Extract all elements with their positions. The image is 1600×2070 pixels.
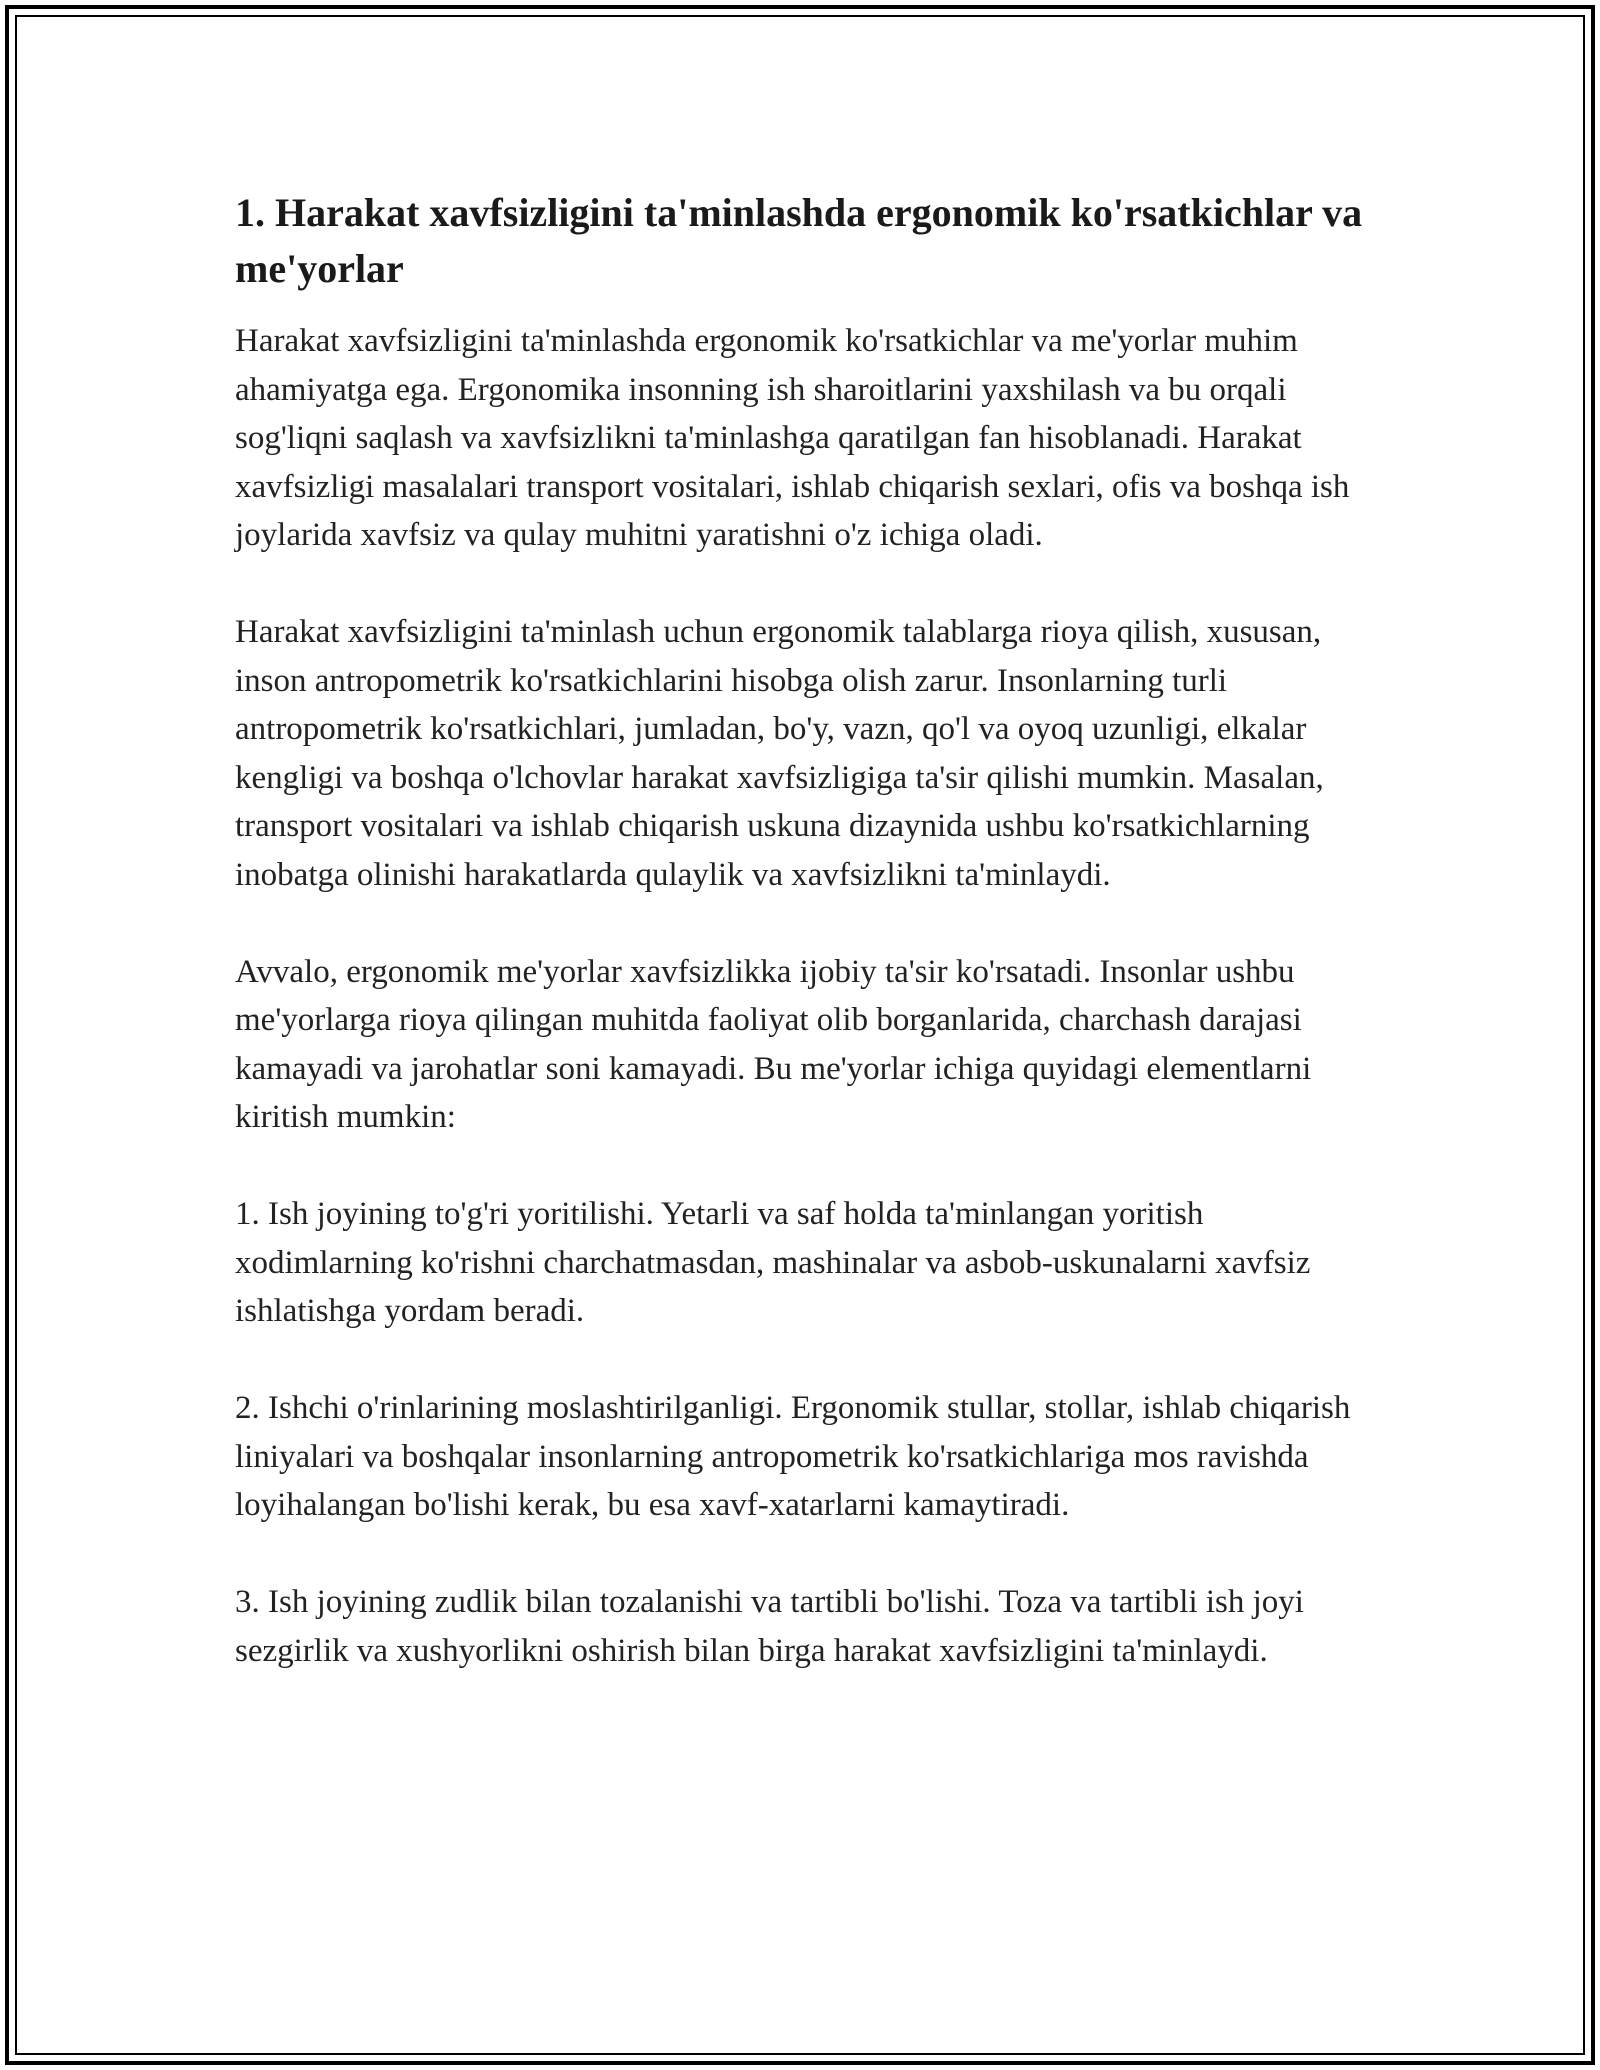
document-body — [235, 185, 1365, 1724]
section-heading: 1. Harakat xavfsizligini ta'minlashda ergonomik ko'rsatkichlar va me'yorlar — [235, 190, 1363, 291]
list-item-cleanliness: 3. Ish joyining zudlik bilan tozalanishi va tartibli bo'lishi. Toza va tartibli ish joyi sezgirlik va xushyorlikni oshirish bilan birga harakat xavfsizligini ta'minlaydi. — [235, 1584, 1304, 1669]
list-item-workstations: 2. Ishchi o'rinlarining moslashtirilganligi. Ergonomik stullar, stollar, ishlab chiqarish liniyalari va boshqalar insonlarning antropometrik ko'rsatkichlariga mos ravishda loyihalangan bo'lishi kerak, bu esa xavf-xatarlarni kamaytiradi. — [235, 1390, 1351, 1523]
paragraph-intro: Harakat xavfsizligini ta'minlashda ergonomik ko'rsatkichlar va me'yorlar muhim ahamiyatga ega. Ergonomika insonning ish sharoitlarini yaxshilash va bu orqali sog'liqni saqlash va xavfsizlikni ta'minlashga qaratilgan fan hisoblanadi. Harakat xavfsizligi masalalari transport vositalari, ishlab chiqarish sexlari, ofis va boshqa ish joylarida xavfsiz va qulay muhitni yaratishni o'z ichiga oladi. — [235, 323, 1350, 553]
paragraph-norms: Avvalo, ergonomik me'yorlar xavfsizlikka ijobiy ta'sir ko'rsatadi. Insonlar ushbu me'yorlarga rioya qilingan muhitda faoliyat olib borganlarida, charchash darajasi kamayadi va jarohatlar soni kamayadi. Bu me'yorlar ichiga quyidagi elementlarni kiritish mumkin: — [235, 953, 1312, 1135]
list-item-lighting: 1. Ish joyining to'g'ri yoritilishi. Yetarli va saf holda ta'minlangan yoritish xodimlarning ko'rishni charchatmasdan, mashinalar va asbob-uskunalarni xavfsiz ishlatishga yordam beradi. — [235, 1196, 1311, 1329]
paragraph-anthropometry: Harakat xavfsizligini ta'minlash uchun ergonomik talablarga rioya qilish, xususan, inson antropometrik ko'rsatkichlarini hisobga olish zarur. Insonlarning turli antropometrik ko'rsatkichlari, jumladan, bo'y, vazn, qo'l va oyoq uzunligi, elkalar kengligi va boshqa o'lchovlar harakat xavfsizligiga ta'sir qilishi mumkin. Masalan, transport vositalari va ishlab chiqarish uskuna dizaynida ushbu ko'rsatkichlarning inobatga olinishi harakatlarda qulaylik va xavfsizlikni ta'minlaydi. — [235, 614, 1324, 893]
